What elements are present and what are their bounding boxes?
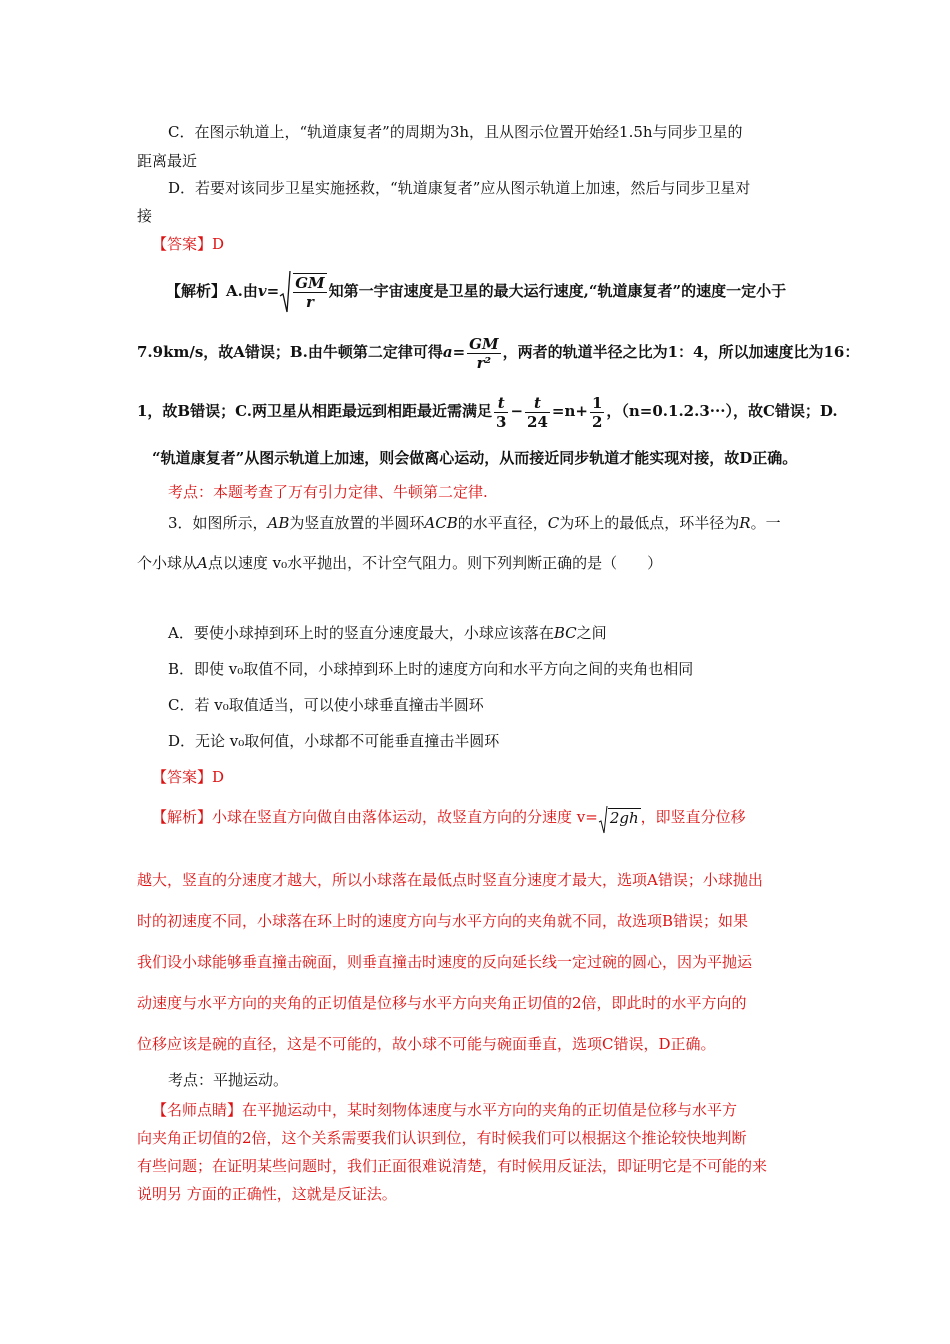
q2-option-c-line2: 距离最近 [137,152,198,170]
q3-explanation-line3: 时的初速度不同，小球落在环上时的速度方向与水平方向的夹角就不同，故选项B错误；如果 [137,912,749,930]
q3-kaodian: 考点：平抛运动。 [168,1071,289,1089]
q2-option-c-line1: C．在图示轨道上，“轨道康复者”的周期为3h，且从图示位置开始经1.5h与同步卫星的 [168,123,743,141]
q2-option-d-line2: 接 [137,207,153,225]
q2-explanation-line2: 7.9km/s，故A错误；B.由牛顿第二定律可得a= $\frac{GM}{\text{r²}}$ ，两者的轨道半径之比为1：4，所以加速度比为16： [137,334,860,372]
explanation-tag: 【解析】 [166,282,227,300]
q2-explanation-line3: 1，故B错误；C.两卫星从相距最远到相距最近需满足 $\frac{t}{3}$ − $\frac{t}{24}$ =n+ $\frac{1}{2}$ ，（n=0.1.2.3···），故C错误；D. [137,393,838,431]
q2-explanation-line1: 【解析】A.由v= $\frac{GM}{r}$ 知第一宇宙速度是卫星的最大运行速度,“轨道康复者”的速度一定小于 [166,270,786,312]
q3-tips-line2: 向夹角正切值的2倍，这个关系需要我们认识到位，有时候我们可以根据这个推论较快地判断 [137,1129,747,1147]
q3-stem-line2: 个小球从A点以速度 v₀水平抛出，不计空气阻力。则下列判断正确的是（ ） [137,554,663,572]
q2-answer: 【答案】D [152,235,225,253]
q3-explanation-line4: 我们设小球能够垂直撞击碗面，则垂直撞击时速度的反向延长线一定过碗的圆心，因为平抛运 [137,953,753,971]
q3-explanation-line2: 越大，竖直的分速度才越大，所以小球落在最低点时竖直分速度才最大，选项A错误；小球抛出 [137,871,763,889]
q3-explanation-line1: 【解析】小球在竖直方向做自由落体运动，故竖直方向的分速度 v= 2gh ，即竖直分位移 [152,802,746,832]
q2-kaodian: 考点：本题考查了万有引力定律、牛顿第二定律. [168,483,488,501]
tips-tag: 【名师点睛】 [152,1101,243,1119]
sqrt-2gh: 2gh [598,803,641,834]
q3-option-a: A．要使小球掉到环上时的竖直分速度最大，小球应该落在BC之间 [168,624,607,642]
q3-explanation-line6: 位移应该是碗的直径，这是不可能的，故小球不可能与碗面垂直，选项C错误，D正确。 [137,1035,716,1053]
q3-option-c: C．若 v₀取值适当，可以使小球垂直撞击半圆环 [168,696,484,714]
q3-option-d: D．无论 v₀取何值，小球都不可能垂直撞击半圆环 [168,732,500,750]
q3-explanation-line5: 动速度与水平方向的夹角的正切值是位移与水平方向夹角正切值的2倍，即此时的水平方向的 [137,994,747,1012]
q3-answer: 【答案】D [152,768,225,786]
explanation-tag: 【解析】 [152,808,213,826]
q3-stem-line1: 3．如图所示，AB为竖直放置的半圆环ACB的水平直径，C为环上的最低点，环半径为R。一 [168,514,781,532]
q3-tips-line3: 有些问题；在证明某些问题时，我们正面很难说清楚，有时候用反证法，即证明它是不可能的来 [137,1157,768,1175]
q3-option-b: B．即使 v₀取值不同，小球掉到环上时的速度方向和水平方向之间的夹角也相同 [168,660,694,678]
q2-explanation-line4: “轨道康复者”从图示轨道上加速，则会做离心运动，从而接近同步轨道才能实现对接，故D正确。 [152,449,798,467]
q2-option-d-line1: D．若要对该同步卫星实施拯救，“轨道康复者”应从图示轨道上加速，然后与同步卫星对 [168,179,751,197]
q3-tips-line4: 说明另 方面的正确性，这就是反证法。 [137,1185,397,1203]
sqrt-gm-over-r: $\frac{GM}{r}$ [279,270,328,314]
q3-tips-line1: 【名师点睛】在平抛运动中，某时刻物体速度与水平方向的夹角的正切值是位移与水平方 [152,1101,738,1119]
